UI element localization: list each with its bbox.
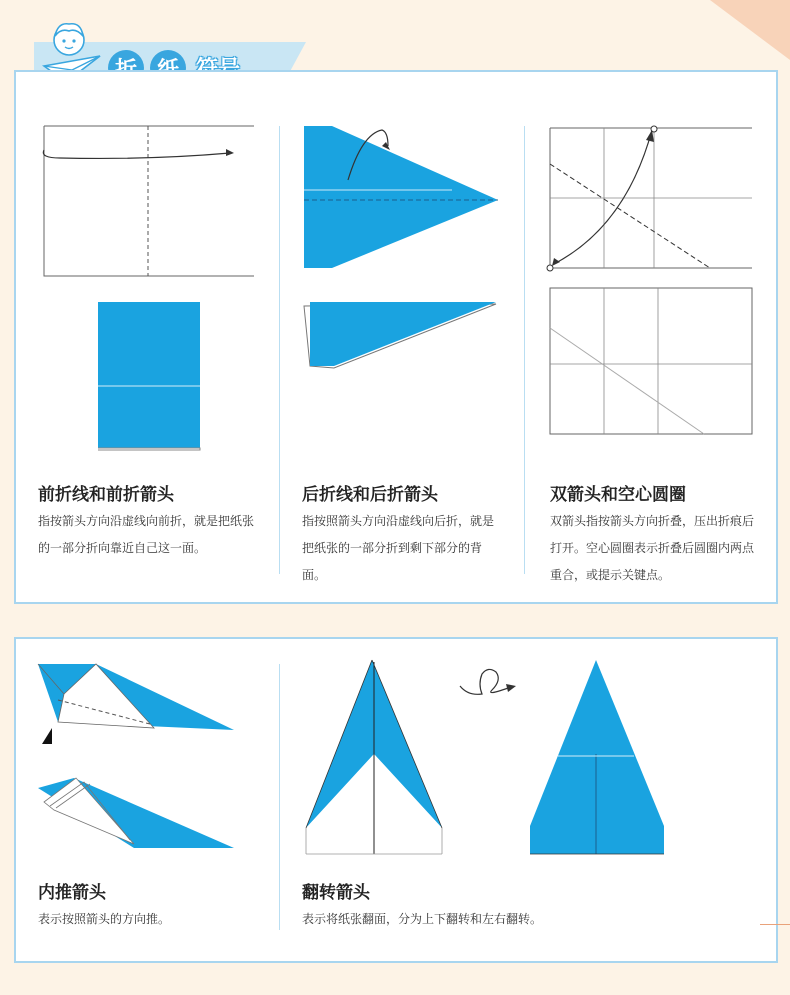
section-desc-crease: 双箭头指按箭头方向折叠，压出折痕后打开。空心圆圈表示折叠后圆圈内两点重合，或提示关键点。 [550,514,755,582]
section-desc-flip: 表示将纸张翻面，分为上下翻转和左右翻转。 [302,912,543,926]
valley-fold-diagram [40,124,260,284]
section-desc-mountain-fold: 指按照箭头方向沿虚线向后折，就是把纸张的一部分折到剩下部分的背面。 [302,514,495,582]
valley-folded-paper [96,300,204,452]
divider [524,126,525,574]
plane-back-diagram [528,658,668,856]
section-desc-valley-fold: 指按箭头方向沿虚线向前折，就是把纸张的一部分折向靠近自己这一面。 [38,514,255,555]
mountain-folded-paper [300,300,500,372]
section-title-flip: 翻转箭头 [302,883,370,903]
section-title-valley-fold: 前折线和前折箭头 [38,485,174,505]
corner-decoration [710,0,790,60]
section-desc-push-in: 表示按照箭头的方向推。 [38,912,171,926]
page-edge-line [760,924,790,925]
plane-front-diagram [302,658,444,856]
divider [279,126,280,574]
crease-diagram [546,126,756,274]
section-title-crease: 双箭头和空心圆圈 [550,485,686,505]
section-title-mountain-fold: 后折线和后折箭头 [302,485,438,505]
mountain-fold-diagram [302,124,502,270]
push-in-diagram [34,660,244,750]
divider [279,664,280,930]
push-in-result [34,774,244,854]
flip-arrow-icon [458,664,520,700]
crease-result-diagram [546,286,756,438]
section-title-push-in: 内推箭头 [38,883,106,903]
